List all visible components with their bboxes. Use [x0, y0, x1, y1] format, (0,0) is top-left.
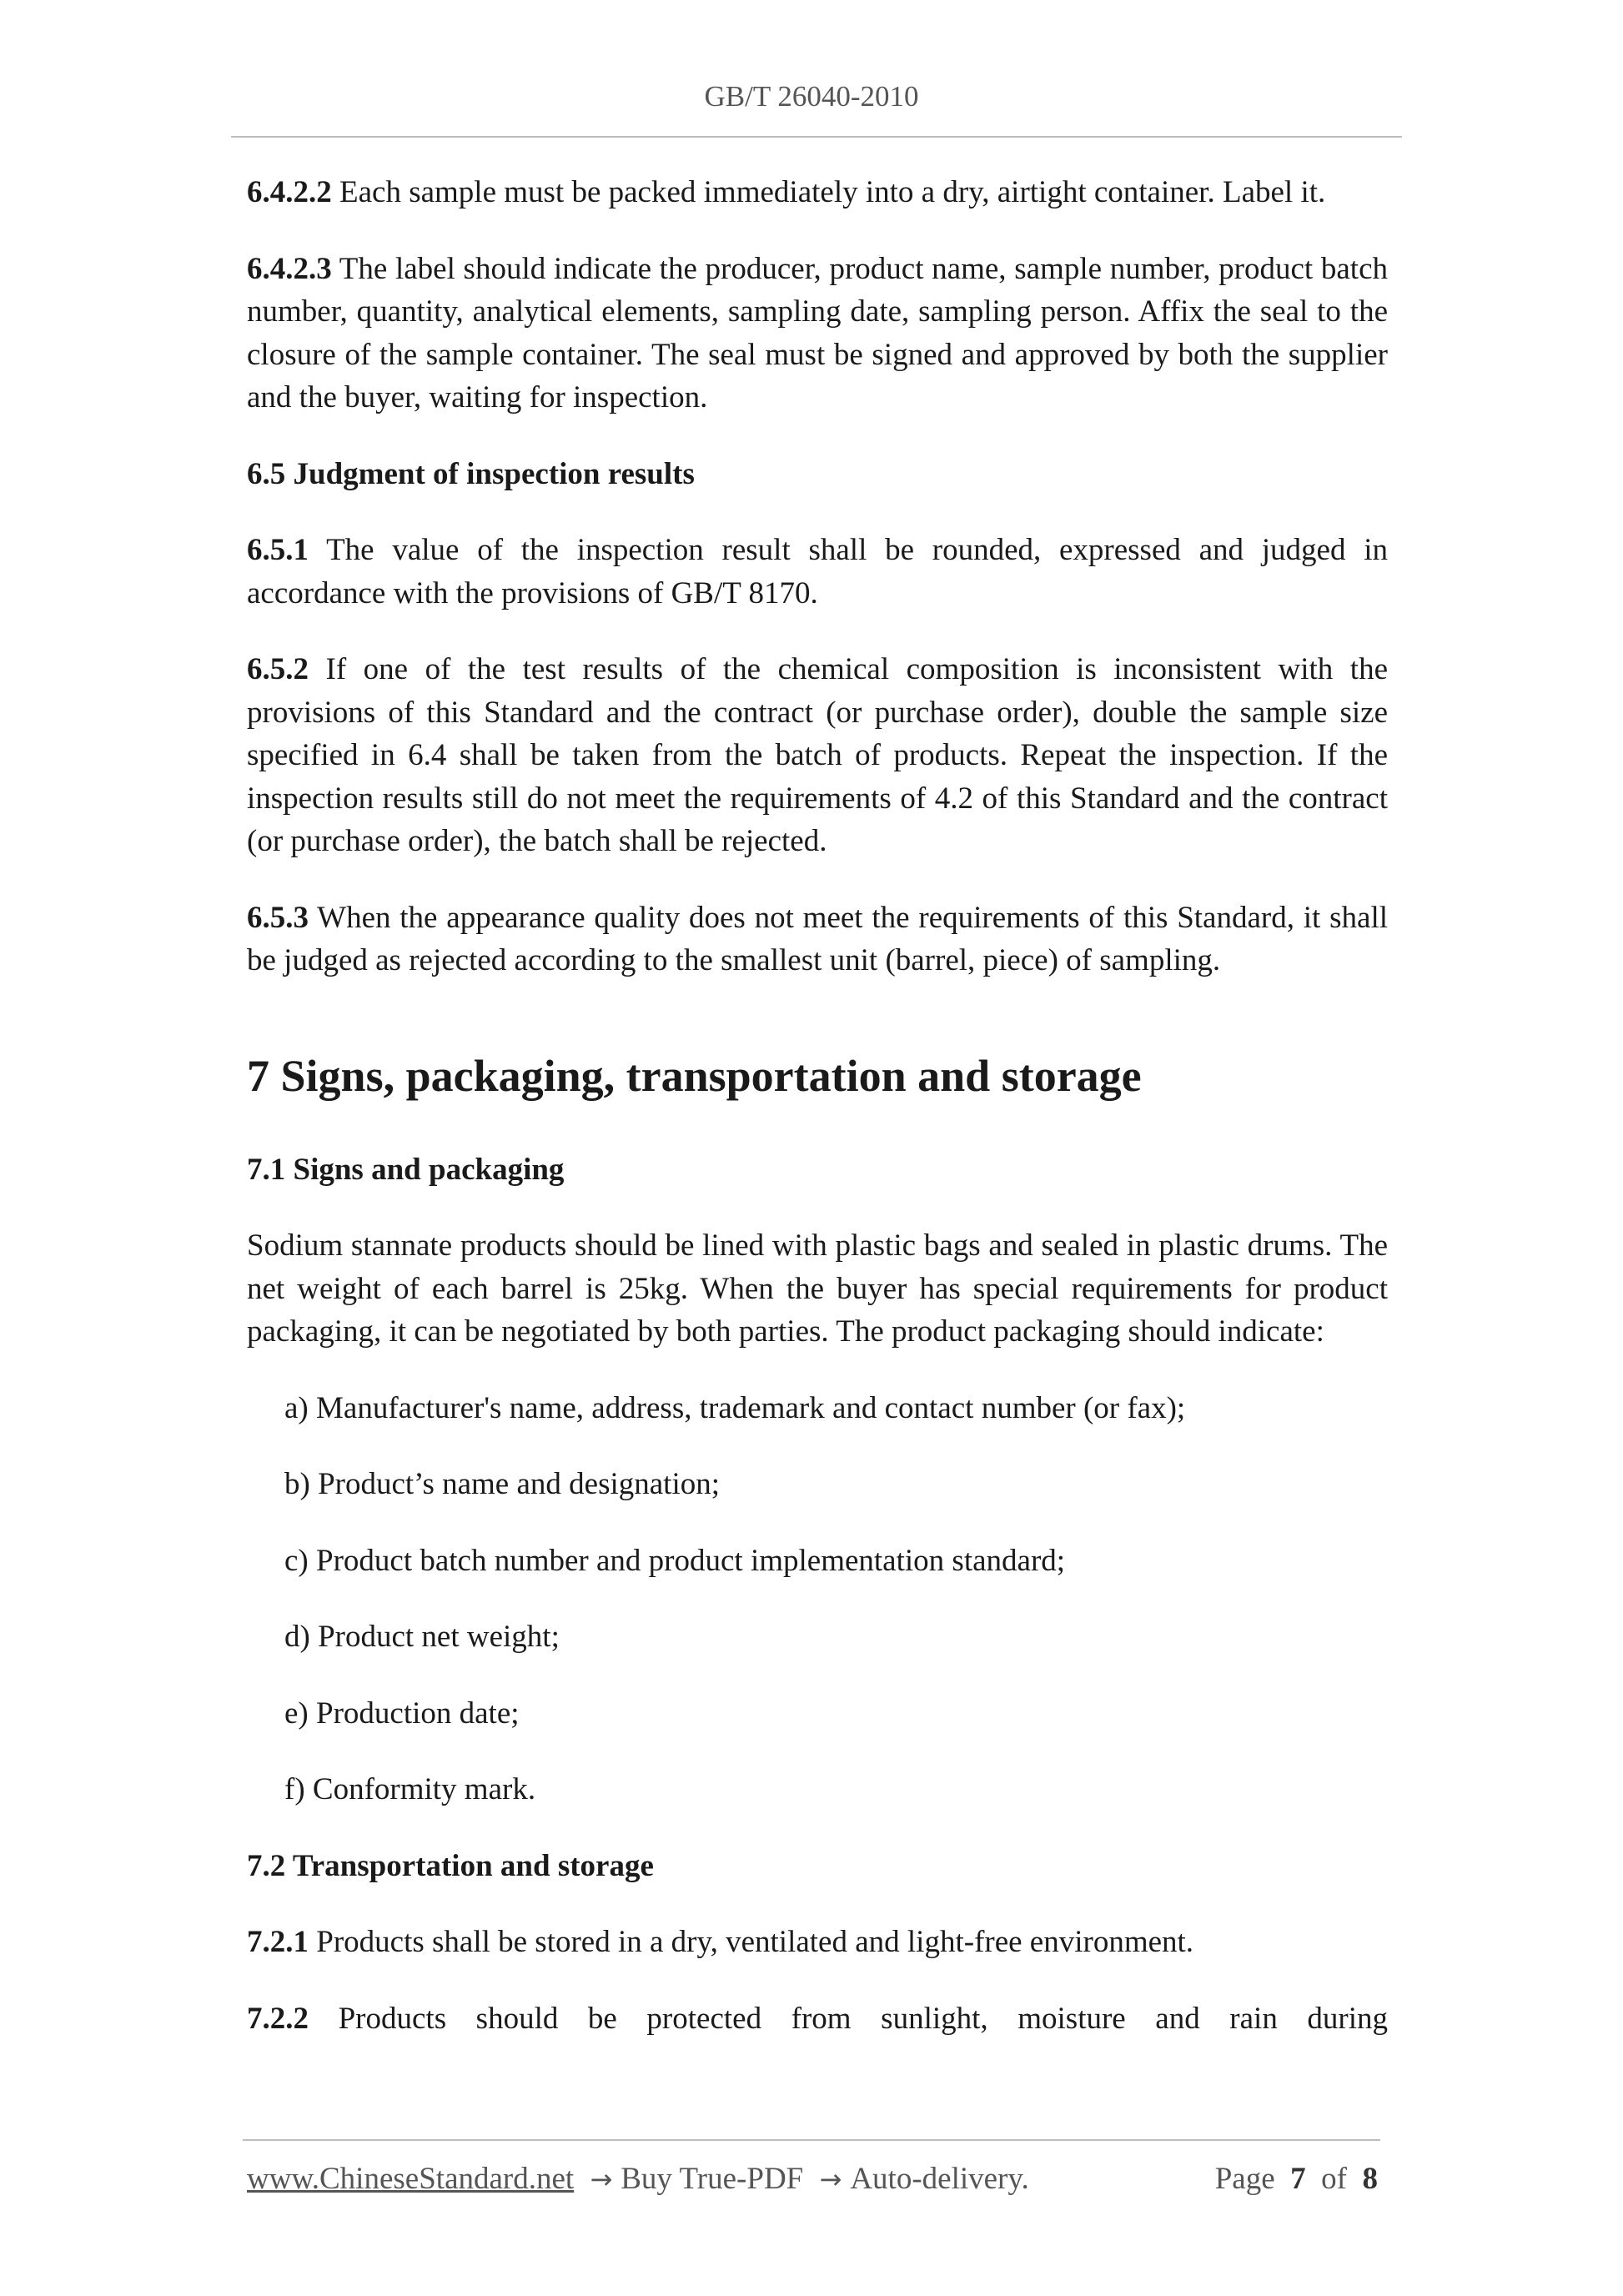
clause-6-5-3 — [247, 897, 1388, 982]
arrow-right-icon: → — [819, 2163, 842, 2195]
list-item: f) Conformity mark. — [284, 1772, 536, 1806]
packaging-paragraph: Sodium stannate products should be lined with plastic bags and sealed in plastic drums. The net weight of each barrel is 25kg. When the buyer has special requirements for product packaging, it can be negotiated by both parties. The product packaging should indicate: — [247, 1228, 1388, 1349]
list-item: e) Production date; — [284, 1696, 520, 1731]
auto-delivery-text: Auto-delivery. — [850, 2162, 1029, 2196]
document-body — [247, 171, 1388, 2073]
clause-number: 6.4.2.3 — [247, 251, 332, 286]
clause-6-4-2-3 — [247, 248, 1388, 420]
clause-number: 6.5.1 — [247, 533, 309, 567]
list-item: d) Product net weight; — [284, 1620, 560, 1654]
of-label: of — [1321, 2162, 1347, 2196]
clause-6-5-1 — [247, 529, 1388, 615]
clause-7-2-1 — [247, 1921, 1388, 1964]
footer-promo — [247, 2161, 1029, 2197]
clause-number: 7.2.2 — [247, 2001, 309, 2036]
section-heading-7-1: 7.1 Signs and packaging — [247, 1152, 565, 1187]
clause-text: Products shall be stored in a dry, ventilated and light-free environment. — [316, 1925, 1194, 1959]
header-divider — [231, 136, 1402, 138]
clause-number: 6.5.2 — [247, 652, 309, 686]
page-label: Page — [1214, 2162, 1275, 2196]
clause-text: Products should be protected from sunlight, moisture and rain during — [338, 2001, 1388, 2036]
website-link[interactable]: www.ChineseStandard.net — [247, 2162, 575, 2196]
clause-text: If one of the test results of the chemical composition is inconsistent with the provisions of this Standard and the contract (or purchase order), double the sample size specified in 6.4 shall be taken from the batch of products. Repeat the inspection. If the inspection results still do not meet the requirements of 4.2 of this Standard and the contract (or purchase order), the batch shall be rejected. — [247, 652, 1388, 858]
arrow-right-icon: → — [590, 2163, 613, 2195]
clause-text: The label should indicate the producer, product name, sample number, product batch number, quantity, analytical elements, sampling date, sampling person. Affix the seal to the closure of the sample container. The seal must be signed and approved by both the supplier and the buyer, waiting for inspection. — [247, 251, 1388, 414]
page-number — [1215, 2161, 1378, 2197]
list-item: a) Manufacturer's name, address, trademark and contact number (or fax); — [284, 1390, 1186, 1425]
clause-number: 6.4.2.2 — [247, 175, 332, 209]
buy-pdf-text: Buy True-PDF — [621, 2162, 804, 2196]
clause-number: 6.5.3 — [247, 900, 309, 935]
clause-text: When the appearance quality does not meet the requirements of this Standard, it shall be judged as rejected according to the smallest unit (barrel, piece) of sampling. — [247, 900, 1388, 977]
chapter-heading-7: 7 Signs, packaging, transportation and storage — [247, 1050, 1142, 1101]
page-total: 8 — [1362, 2162, 1378, 2196]
section-heading-7-2: 7.2 Transportation and storage — [247, 1848, 654, 1883]
clause-number: 7.2.1 — [247, 1925, 309, 1959]
page-current: 7 — [1290, 2162, 1306, 2196]
clause-text: Each sample must be packed immediately into a dry, airtight container. Label it. — [339, 175, 1326, 209]
list-item: b) Product’s name and designation; — [284, 1467, 721, 1501]
clause-6-5-2 — [247, 648, 1388, 863]
clause-7-2-2 — [247, 1997, 1388, 2041]
clause-6-4-2-2 — [247, 171, 1388, 214]
page-footer — [247, 2161, 1378, 2197]
list-item: c) Product batch number and product implementation standard; — [284, 1543, 1066, 1578]
clause-text: The value of the inspection result shall be rounded, expressed and judged in accordance with the provisions of GB/T 8170. — [247, 533, 1388, 610]
section-heading-6-5: 6.5 Judgment of inspection results — [247, 456, 695, 491]
footer-divider — [243, 2139, 1380, 2141]
page-header: GB/T 26040-2010 — [704, 80, 919, 113]
